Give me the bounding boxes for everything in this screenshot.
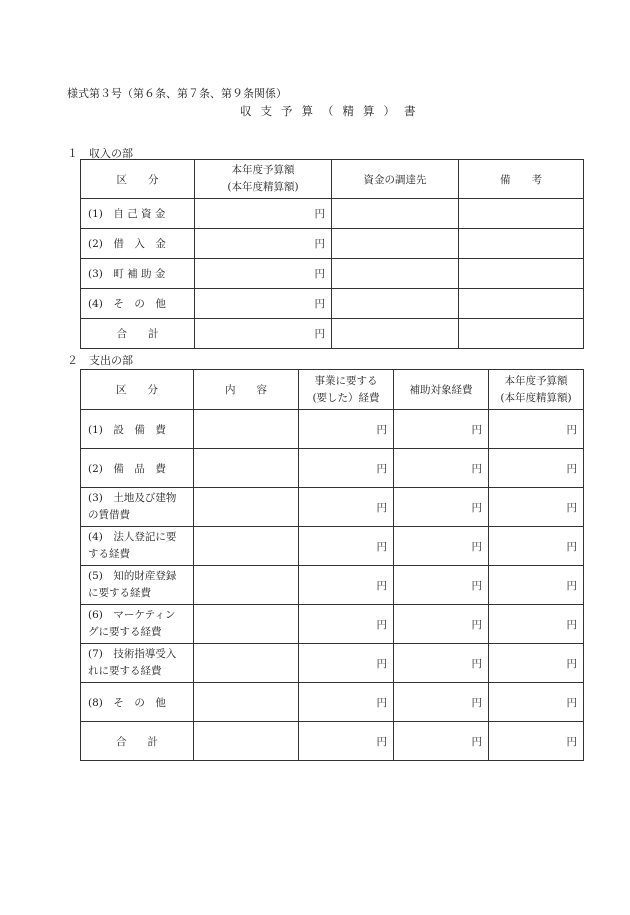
- income-table: [80, 159, 584, 349]
- table-row: [81, 449, 584, 488]
- income-col-budget-line2: (本年度精算額): [227, 181, 299, 193]
- table-row: [81, 199, 584, 229]
- expense-content-cell[interactable]: [194, 410, 299, 449]
- expense-eligible-cell[interactable]: 円: [394, 488, 489, 527]
- expense-eligible-cell[interactable]: 円: [394, 527, 489, 566]
- table-row: [81, 527, 584, 566]
- income-remarks-cell[interactable]: [459, 259, 584, 289]
- income-row-label: (2) 借 入 金: [81, 229, 195, 259]
- income-row-label: (3) 町 補 助 金: [81, 259, 195, 289]
- income-row-label: (1) 自 己 資 金: [81, 199, 195, 229]
- expense-total-label: 合 計: [81, 722, 194, 761]
- expense-budget-cell[interactable]: 円: [489, 488, 584, 527]
- table-row: [81, 229, 584, 259]
- expense-table: [80, 369, 584, 761]
- expense-eligible-cell[interactable]: 円: [394, 605, 489, 644]
- income-header-row: [81, 160, 584, 199]
- expense-eligible-cell[interactable]: 円: [394, 683, 489, 722]
- income-amount-cell[interactable]: 円: [195, 289, 332, 319]
- expense-eligible-cell[interactable]: 円: [394, 410, 489, 449]
- expense-row-label: [81, 527, 194, 566]
- expense-content-cell[interactable]: [194, 722, 299, 761]
- expense-row-label-line2: グに要する経費: [88, 626, 162, 638]
- expense-budget-cell[interactable]: 円: [489, 410, 584, 449]
- expense-row-label-line1: (5) 知的財産登録: [88, 570, 177, 582]
- expense-budget-cell[interactable]: 円: [489, 683, 584, 722]
- expense-content-cell[interactable]: [194, 488, 299, 527]
- table-row: [81, 644, 584, 683]
- expense-row-label-line2: に要する経費: [88, 587, 151, 599]
- expense-row-label: (1) 設 備 費: [81, 410, 194, 449]
- expense-eligible-cell[interactable]: 円: [394, 449, 489, 488]
- expense-row-label-line1: (4) 法人登記に要: [88, 531, 177, 543]
- table-row: [81, 289, 584, 319]
- expense-header-row: [81, 370, 584, 410]
- expense-row-label: (8) そ の 他: [81, 683, 194, 722]
- income-total-row: [81, 319, 584, 349]
- expense-row-label: [81, 488, 194, 527]
- document-title: 収支予算（精算）書: [240, 104, 425, 118]
- expense-required-cell[interactable]: 円: [299, 644, 394, 683]
- income-remarks-cell[interactable]: [459, 319, 584, 349]
- expense-eligible-cell[interactable]: 円: [394, 644, 489, 683]
- expense-section-title: ２ 支出の部: [67, 354, 133, 367]
- income-source-cell[interactable]: [332, 229, 459, 259]
- expense-required-cell[interactable]: 円: [299, 683, 394, 722]
- income-col-source: 資金の調達先: [332, 160, 459, 199]
- income-col-budget-line1: 本年度予算額: [231, 164, 295, 176]
- expense-row-label-line2: の賃借費: [88, 509, 130, 521]
- expense-total-required[interactable]: 円: [299, 722, 394, 761]
- expense-row-label: [81, 605, 194, 644]
- expense-eligible-cell[interactable]: 円: [394, 566, 489, 605]
- expense-required-cell[interactable]: 円: [299, 566, 394, 605]
- table-row: [81, 410, 584, 449]
- income-row-label: (4) そ の 他: [81, 289, 195, 319]
- expense-col-required-line2: (要した）経費: [312, 391, 380, 404]
- expense-budget-cell[interactable]: 円: [489, 605, 584, 644]
- table-row: [81, 683, 584, 722]
- expense-required-cell[interactable]: 円: [299, 605, 394, 644]
- table-row: [81, 605, 584, 644]
- income-section-title: １ 収入の部: [67, 147, 133, 160]
- form-number: 様式第３号（第６条、第７条、第９条関係）: [67, 87, 287, 100]
- income-amount-cell[interactable]: 円: [195, 199, 332, 229]
- income-source-cell[interactable]: [332, 199, 459, 229]
- income-remarks-cell[interactable]: [459, 229, 584, 259]
- expense-budget-cell[interactable]: 円: [489, 566, 584, 605]
- expense-row-label-line2: れに要する経費: [88, 665, 162, 677]
- expense-content-cell[interactable]: [194, 644, 299, 683]
- expense-content-cell[interactable]: [194, 605, 299, 644]
- income-col-remarks: 備 考: [459, 160, 584, 199]
- expense-col-budget: [489, 370, 584, 410]
- income-amount-cell[interactable]: 円: [195, 259, 332, 289]
- expense-row-label: (2) 備 品 費: [81, 449, 194, 488]
- expense-row-label: [81, 566, 194, 605]
- expense-required-cell[interactable]: 円: [299, 449, 394, 488]
- expense-row-label: [81, 644, 194, 683]
- income-remarks-cell[interactable]: [459, 199, 584, 229]
- expense-total-budget[interactable]: 円: [489, 722, 584, 761]
- expense-col-budget-line1: 本年度予算額: [504, 374, 568, 387]
- income-remarks-cell[interactable]: [459, 289, 584, 319]
- expense-budget-cell[interactable]: 円: [489, 644, 584, 683]
- income-col-category: 区 分: [81, 160, 195, 199]
- expense-row-label-line1: (6) マーケティン: [88, 609, 176, 621]
- expense-col-category: 区 分: [81, 370, 194, 410]
- income-source-cell[interactable]: [332, 319, 459, 349]
- expense-row-label-line1: (3) 土地及び建物: [88, 492, 177, 504]
- expense-content-cell[interactable]: [194, 683, 299, 722]
- expense-budget-cell[interactable]: 円: [489, 527, 584, 566]
- expense-required-cell[interactable]: 円: [299, 410, 394, 449]
- expense-col-required: [299, 370, 394, 410]
- expense-total-eligible[interactable]: 円: [394, 722, 489, 761]
- expense-required-cell[interactable]: 円: [299, 527, 394, 566]
- expense-col-budget-line2: (本年度精算額): [500, 391, 572, 404]
- income-source-cell[interactable]: [332, 289, 459, 319]
- expense-budget-cell[interactable]: 円: [489, 449, 584, 488]
- expense-col-content: 内 容: [194, 370, 299, 410]
- income-amount-cell[interactable]: 円: [195, 229, 332, 259]
- expense-row-label-line2: する経費: [88, 548, 130, 560]
- table-row: [81, 566, 584, 605]
- expense-total-row: [81, 722, 584, 761]
- income-col-budget: [195, 160, 332, 199]
- income-total-amount[interactable]: 円: [195, 319, 332, 349]
- expense-content-cell[interactable]: [194, 449, 299, 488]
- expense-col-required-line1: 事業に要する: [314, 374, 378, 387]
- expense-content-cell[interactable]: [194, 566, 299, 605]
- table-row: [81, 488, 584, 527]
- income-total-label: 合 計: [81, 319, 195, 349]
- income-source-cell[interactable]: [332, 259, 459, 289]
- expense-required-cell[interactable]: 円: [299, 488, 394, 527]
- expense-content-cell[interactable]: [194, 527, 299, 566]
- table-row: [81, 259, 584, 289]
- expense-col-eligible: 補助対象経費: [394, 370, 489, 410]
- expense-row-label-line1: (7) 技術指導受入: [88, 648, 177, 660]
